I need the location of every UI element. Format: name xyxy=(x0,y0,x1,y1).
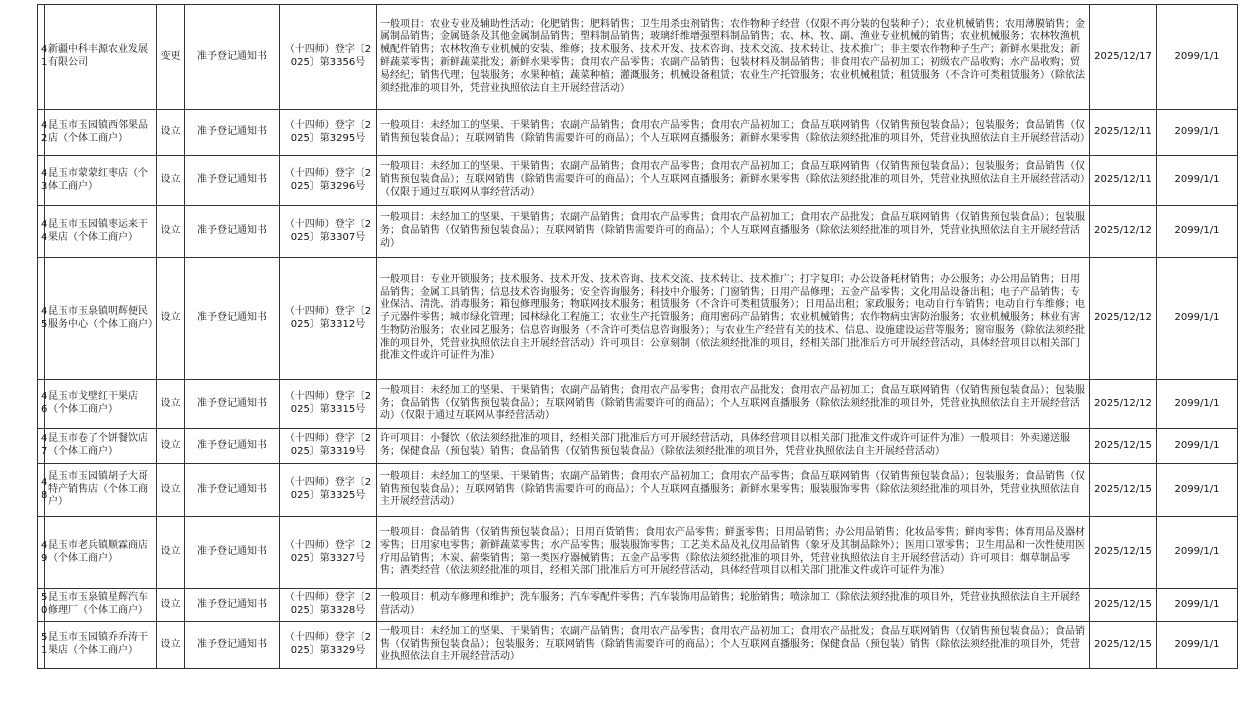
registration-type: 设立 xyxy=(157,622,185,669)
registration-date: 2025/12/15 xyxy=(1090,622,1157,669)
registration-type: 设立 xyxy=(157,429,185,464)
business-name: 昆玉市戈壁红干果店（个体工商户） xyxy=(45,380,157,429)
business-name: 昆玉市玉泉镇星辉汽车修理厂（个体工商户） xyxy=(45,589,157,622)
document-type: 准予登记通知书 xyxy=(185,258,280,380)
business-name: 昆玉市玉园镇乔乔涛干果店（个体工商户） xyxy=(45,622,157,669)
registration-type: 设立 xyxy=(157,156,185,206)
registration-date: 2025/12/15 xyxy=(1090,589,1157,622)
registration-date: 2025/12/12 xyxy=(1090,380,1157,429)
business-name: 昆玉市卷了个饼餐饮店（个体工商户） xyxy=(45,429,157,464)
table-row xyxy=(38,589,1238,622)
business-scope: 一般项目：未经加工的坚果、干果销售；农副产品销售；食用农产品零售；食用农产品批发；食用农产品初加工；食品互联网销售（仅销售预包装食品）；包装服务；食品销售（仅销售预包装食品）；互联网销售（除销售需要许可的商品）；个人互联网直播服务（除依法须经批准的项目外，凭营业执照依法自主开展经营活动）（仅限于通过互联网从事经营活动） xyxy=(377,380,1090,429)
business-scope: 一般项目：未经加工的坚果、干果销售；农副产品销售；食用农产品零售；食用农产品初加工；食品互联网销售（仅销售预包装食品）；包装服务；食品销售（仅销售预包装食品）；互联网销售（除销售需要许可的商品）；个人互联网直播服务；新鲜水果零售（除依法须经批准的项目外，凭营业执照依法自主开展经营活动）（仅限于通过互联网从事经营活动） xyxy=(377,156,1090,206)
row-number: 51 xyxy=(38,622,45,669)
registration-type: 变更 xyxy=(157,5,185,110)
registration-type: 设立 xyxy=(157,380,185,429)
business-scope: 一般项目：农业专业及辅助性活动；化肥销售；肥料销售；卫生用杀虫剂销售；农作物种子经营（仅限不再分装的包装种子）；农业机械销售；农用薄膜销售；金属制品销售；金属链条及其他金属制品销售；塑料制品销售；玻璃纤维增强塑料制品销售；农、林、牧、副、渔业专业机械的销售；农业机械服务；农林牧渔机械配件销售；农林牧渔专业机械的安装、维修；技术服务、技术开发、技术咨询、技术交流、技术转让、技术推广；非主要农作物种子生产；新鲜水果批发；新鲜蔬菜零售；新鲜蔬菜批发；新鲜水果零售；食用农产品零售；农副产品销售；包装材料及制品销售；非食用农产品初加工；初级农产品收购；水产品收购；贸易经纪；销售代理；包装服务；水果种植；蔬菜种植；灌溉服务；机械设备租赁；农业生产托管服务；农业机械租赁；租赁服务（不含许可类租赁服务）（除依法须经批准的项目外，凭营业执照依法自主开展经营活动） xyxy=(377,5,1090,110)
expiry-date: 2099/1/1 xyxy=(1157,589,1238,622)
document-number: （十四师）登字〔2025〕第3327号 xyxy=(280,517,377,589)
registration-date: 2025/12/11 xyxy=(1090,156,1157,206)
document-type: 准予登记通知书 xyxy=(185,589,280,622)
expiry-date: 2099/1/1 xyxy=(1157,622,1238,669)
row-number: 49 xyxy=(38,517,45,589)
business-name: 昆玉市玉园镇枣运来干果店（个体工商户） xyxy=(45,206,157,258)
registration-type: 设立 xyxy=(157,517,185,589)
business-name: 昆玉市玉园镇西邻果品店（个体工商户） xyxy=(45,110,157,156)
business-scope: 一般项目：未经加工的坚果、干果销售；农副产品销售；食用农产品零售；食用农产品初加工；食用农产品批发；食品互联网销售（仅销售预包装食品）；包装服务；食品销售（仅销售预包装食品）；互联网销售（除销售需要许可的商品）；个人互联网直播服务（除依法须经批准的项目外，凭营业执照依法自主开展经营活动） xyxy=(377,206,1090,258)
document-number: （十四师）登字〔2025〕第3319号 xyxy=(280,429,377,464)
table-row xyxy=(38,5,1238,110)
row-number: 50 xyxy=(38,589,45,622)
registration-type: 设立 xyxy=(157,589,185,622)
table-row xyxy=(38,206,1238,258)
document-type: 准予登记通知书 xyxy=(185,5,280,110)
expiry-date: 2099/1/1 xyxy=(1157,464,1238,517)
expiry-date: 2099/1/1 xyxy=(1157,380,1238,429)
business-name: 昆玉市玉泉镇明辉便民服务中心（个体工商户） xyxy=(45,258,157,380)
document-type: 准予登记通知书 xyxy=(185,517,280,589)
document-type: 准予登记通知书 xyxy=(185,380,280,429)
table-row xyxy=(38,517,1238,589)
document-number: （十四师）登字〔2025〕第3315号 xyxy=(280,380,377,429)
business-scope: 一般项目：机动车修理和维护；洗车服务；汽车零配件零售；汽车装饰用品销售；轮胎销售；喷涂加工（除依法须经批准的项目外，凭营业执照依法自主开展经营活动） xyxy=(377,589,1090,622)
row-number: 42 xyxy=(38,110,45,156)
business-scope: 一般项目：专业开锁服务；技术服务、技术开发、技术咨询、技术交流、技术转让、技术推广；打字复印；办公设备耗材销售；办公服务；办公用品销售；日用品销售；金属工具销售；信息技术咨询服务；安全咨询服务；科技中介服务；门窗销售；日用产品修理；五金产品零售；文化用品设备出租；电子产品销售；专业保洁、清洗、消毒服务；箱包修理服务；物联网技术服务；租赁服务（不含许可类租赁服务）；日用品出租；家政服务；电动自行车销售；电动自行车维修；电子元器件零售；城市绿化管理；园林绿化工程施工；农业生产托管服务；商用密码产品销售；农业机械销售；农作物病虫害防治服务；农业机械服务；林业有害生物防治服务；农业园艺服务；信息咨询服务（不含许可类信息咨询服务）；与农业生产经营有关的技术、信息、设施建设运营等服务；窗帘服务（除依法须经批准的项目外，凭营业执照依法自主开展经营活动）许可项目：公章刻制（依法须经批准的项目，经相关部门批准后方可开展经营活动，具体经营项目以相关部门批准文件或许可证件为准） xyxy=(377,258,1090,380)
document-type: 准予登记通知书 xyxy=(185,464,280,517)
document-number: （十四师）登字〔2025〕第3296号 xyxy=(280,156,377,206)
row-number: 48 xyxy=(38,464,45,517)
registration-type: 设立 xyxy=(157,110,185,156)
registration-type: 设立 xyxy=(157,464,185,517)
document-type: 准予登记通知书 xyxy=(185,622,280,669)
business-scope: 一般项目：未经加工的坚果、干果销售；农副产品销售；食用农产品零售；食用农产品初加工；食用农产品批发；食品互联网销售（仅销售预包装食品）；食品销售（仅销售预包装食品）；包装服务；互联网销售（除销售需要许可的商品）；个人互联网直播服务；保健食品（预包装）销售（除依法须经批准的项目外，凭营业执照依法自主开展经营活动） xyxy=(377,622,1090,669)
document-type: 准予登记通知书 xyxy=(185,110,280,156)
document-number: （十四师）登字〔2025〕第3329号 xyxy=(280,622,377,669)
document-type: 准予登记通知书 xyxy=(185,429,280,464)
document-number: （十四师）登字〔2025〕第3307号 xyxy=(280,206,377,258)
row-number: 41 xyxy=(38,5,45,110)
expiry-date: 2099/1/1 xyxy=(1157,110,1238,156)
document-number: （十四师）登字〔2025〕第3356号 xyxy=(280,5,377,110)
table-row xyxy=(38,110,1238,156)
business-name: 新疆中科丰源农业发展有限公司 xyxy=(45,5,157,110)
document-number: （十四师）登字〔2025〕第3328号 xyxy=(280,589,377,622)
registration-type: 设立 xyxy=(157,206,185,258)
registration-date: 2025/12/12 xyxy=(1090,258,1157,380)
table-row xyxy=(38,380,1238,429)
expiry-date: 2099/1/1 xyxy=(1157,5,1238,110)
document-number: （十四师）登字〔2025〕第3295号 xyxy=(280,110,377,156)
expiry-date: 2099/1/1 xyxy=(1157,258,1238,380)
document-type: 准予登记通知书 xyxy=(185,206,280,258)
business-name: 昆玉市玉园镇胡子大哥特产销售店（个体工商户） xyxy=(45,464,157,517)
row-number: 43 xyxy=(38,156,45,206)
document-number: （十四师）登字〔2025〕第3325号 xyxy=(280,464,377,517)
document-type: 准予登记通知书 xyxy=(185,156,280,206)
expiry-date: 2099/1/1 xyxy=(1157,206,1238,258)
table-body xyxy=(38,5,1238,669)
registration-date: 2025/12/15 xyxy=(1090,517,1157,589)
table-row xyxy=(38,429,1238,464)
expiry-date: 2099/1/1 xyxy=(1157,429,1238,464)
registration-date: 2025/12/15 xyxy=(1090,429,1157,464)
row-number: 46 xyxy=(38,380,45,429)
registration-date: 2025/12/17 xyxy=(1090,5,1157,110)
table-row xyxy=(38,464,1238,517)
table-row xyxy=(38,156,1238,206)
table-row xyxy=(38,622,1238,669)
business-scope: 许可项目：小餐饮（依法须经批准的项目，经相关部门批准后方可开展经营活动，具体经营项目以相关部门批准文件或许可证件为准）一般项目：外卖递送服务；保健食品（预包装）销售；食品销售（仅销售预包装食品）（除依法须经批准的项目外，凭营业执照依法自主开展经营活动） xyxy=(377,429,1090,464)
row-number: 45 xyxy=(38,258,45,380)
expiry-date: 2099/1/1 xyxy=(1157,517,1238,589)
business-scope: 一般项目：未经加工的坚果、干果销售；农副产品销售；食用农产品初加工；食用农产品零售；食品互联网销售（仅销售预包装食品）；包装服务；食品销售（仅销售预包装食品）；互联网销售（除销售需要许可的商品）；个人互联网直播服务；新鲜水果零售；服装服饰零售（除依法须经批准的项目外，凭营业执照依法自主开展经营活动） xyxy=(377,464,1090,517)
registration-type: 设立 xyxy=(157,258,185,380)
document-number: （十四师）登字〔2025〕第3312号 xyxy=(280,258,377,380)
business-scope: 一般项目：食品销售（仅销售预包装食品）；日用百货销售；食用农产品零售；鲜蛋零售；日用品销售；办公用品销售；化妆品零售；鲜肉零售；体育用品及器材零售；日用家电零售；新鲜蔬菜零售；水产品零售；服装服饰零售；工艺美术品及礼仪用品销售（象牙及其制品除外）；医用口罩零售；卫生用品和一次性使用医疗用品销售；木炭、薪柴销售；第一类医疗器械销售；五金产品零售（除依法须经批准的项目外，凭营业执照依法自主开展经营活动）许可项目：烟草制品零售；酒类经营（依法须经批准的项目，经相关部门批准后方可开展经营活动，具体经营项目以相关部门批准文件或许可证件为准） xyxy=(377,517,1090,589)
row-number: 44 xyxy=(38,206,45,258)
business-name: 昆玉市蒙蒙红枣店（个体工商户） xyxy=(45,156,157,206)
registration-date: 2025/12/11 xyxy=(1090,110,1157,156)
business-scope: 一般项目：未经加工的坚果、干果销售；农副产品销售；食用农产品零售；食用农产品初加工；食品互联网销售（仅销售预包装食品）；包装服务；食品销售（仅销售预包装食品）；互联网销售（除销售需要许可的商品）；个人互联网直播服务；新鲜水果零售（除依法须经批准的项目外，凭营业执照依法自主开展经营活动） xyxy=(377,110,1090,156)
row-number: 47 xyxy=(38,429,45,464)
registration-date: 2025/12/15 xyxy=(1090,464,1157,517)
table-row xyxy=(38,258,1238,380)
registration-table xyxy=(37,4,1238,669)
expiry-date: 2099/1/1 xyxy=(1157,156,1238,206)
registration-date: 2025/12/12 xyxy=(1090,206,1157,258)
business-name: 昆玉市老兵镇顺霖商店（个体工商户） xyxy=(45,517,157,589)
